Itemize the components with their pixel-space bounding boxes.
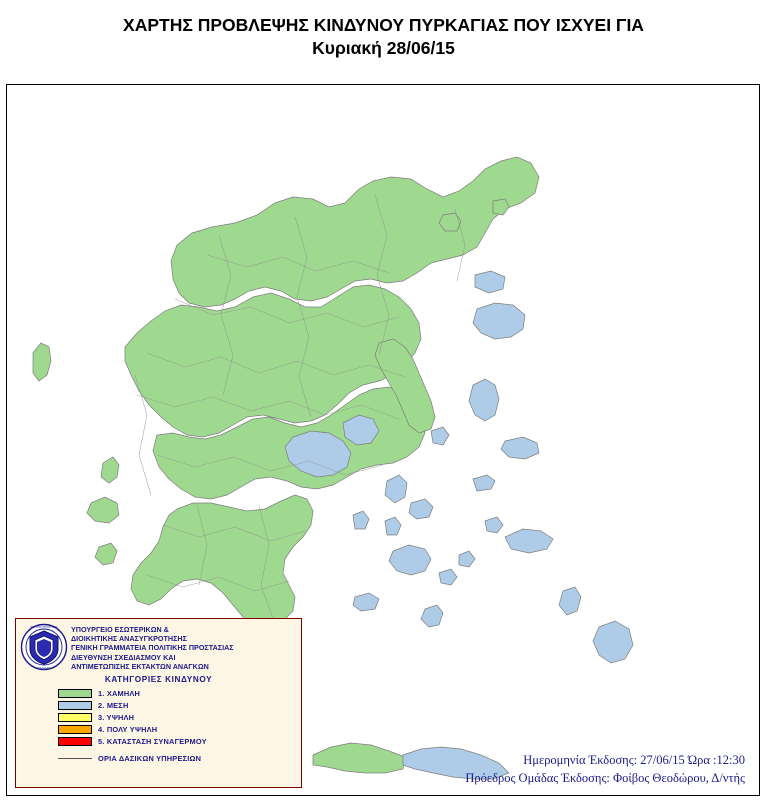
region-zakynthos[interactable] xyxy=(95,543,117,565)
region-lefkada[interactable] xyxy=(101,457,119,483)
region-ikaria[interactable] xyxy=(473,475,495,491)
org-line-2: ΔΙΟΙΚΗΤΙΚΗΣ ΑΝΑΣΥΓΚΡΟΤΗΣΗΣ xyxy=(71,634,187,644)
region-naxos-paros[interactable] xyxy=(389,545,431,575)
legend-label-low: 1. ΧΑΜΗΛΗ xyxy=(98,688,141,698)
issue-date-line: Ημερομηνία Έκδοσης: 27/06/15 Ώρα :12:30 xyxy=(523,753,745,767)
emblem-svg xyxy=(20,623,68,671)
region-corfu[interactable] xyxy=(33,343,51,381)
legend-row-alert xyxy=(58,735,301,747)
page-title xyxy=(0,14,767,60)
legend-header xyxy=(16,619,301,671)
title-line-1: ΧΑΡΤΗΣ ΠΡΟΒΛΕΨΗΣ ΚΙΝΔΥΝΟΥ ΠΥΡΚΑΓΙΑΣ ΠΟΥ ΙΣΧΥΕΙ ΓΙΑ xyxy=(123,15,644,35)
region-andros[interactable] xyxy=(385,475,407,503)
region-limnos[interactable] xyxy=(475,271,505,293)
svg-text:ΕΛΛΑΔΑΣ: ΕΛΛΑΔΑΣ xyxy=(38,667,50,670)
org-line-1: ΥΠΟΥΡΓΕΙΟ ΕΣΩΤΕΡΙΚΩΝ & xyxy=(71,625,169,634)
legend-row-medium xyxy=(58,699,301,711)
legend-row-low xyxy=(58,687,301,699)
region-milos[interactable] xyxy=(353,593,379,611)
civil-protection-emblem-icon xyxy=(20,623,68,671)
legend-categories-title: ΚΑΤΗΓΟΡΙΕΣ ΚΙΝΔΥΝΟΥ xyxy=(104,675,213,685)
region-tinos-mykonos[interactable] xyxy=(409,499,433,519)
legend-row-high xyxy=(58,711,301,723)
legend-row-very-high xyxy=(58,723,301,735)
org-line-3: ΓΕΝΙΚΗ ΓΡΑΜΜΑΤΕΙΑ ΠΟΛΙΤΙΚΗΣ ΠΡΟΣΤΑΣΙΑΣ xyxy=(71,643,234,653)
svg-text:ΠΟΛΙΤΙΚΗ ΠΡΟΣΤΑΣΙΑ: ΠΟΛΙΤΙΚΗ ΠΡΟΣΤΑΣΙΑ xyxy=(30,626,58,630)
organization-lines xyxy=(71,623,234,671)
chair-line: Πρόεδρος Ομάδας Έκδοσης: Φοίβος Θεοδώρου, Δ/ντής xyxy=(465,771,745,785)
region-astypalaia[interactable] xyxy=(459,551,475,567)
region-karpathos[interactable] xyxy=(559,587,581,615)
region-amorgos[interactable] xyxy=(439,569,457,585)
region-ios-santorini[interactable] xyxy=(421,605,443,627)
swatch-medium-risk xyxy=(58,701,92,710)
legend-category-list xyxy=(58,687,301,747)
title-line-2: Κυριακή 28/06/15 xyxy=(312,38,455,58)
swatch-low-risk xyxy=(58,689,92,698)
boundary-line-sample xyxy=(58,758,92,759)
swatch-alert-risk xyxy=(58,737,92,746)
region-kea-kythnos[interactable] xyxy=(353,511,369,529)
swatch-high-risk xyxy=(58,713,92,722)
legend-label-high: 3. ΥΨΗΛΗ xyxy=(98,712,135,722)
org-line-4: ΔΙΕΥΘΥΝΣΗ ΣΧΕΔΙΑΣΜΟΥ ΚΑΙ xyxy=(71,652,176,662)
region-samos[interactable] xyxy=(501,437,539,459)
region-kefalonia[interactable] xyxy=(87,497,119,523)
legend-row-boundary xyxy=(58,754,301,763)
region-kos[interactable] xyxy=(505,529,553,553)
region-peloponnese[interactable] xyxy=(131,495,313,627)
legend-label-medium: 2. ΜΕΣΗ xyxy=(98,700,129,710)
issue-credits xyxy=(465,751,745,787)
legend-label-very-high: 4. ΠΟΛΥ ΥΨΗΛΗ xyxy=(98,724,158,734)
region-skyros[interactable] xyxy=(431,427,449,445)
region-crete-west[interactable] xyxy=(313,743,405,773)
region-kalymnos[interactable] xyxy=(485,517,503,533)
region-syros[interactable] xyxy=(385,517,401,535)
legend-panel xyxy=(15,618,302,788)
legend-label-boundary: ΟΡΙΑ ΔΑΣΙΚΩΝ ΥΠΗΡΕΣΙΩΝ xyxy=(98,754,202,764)
legend-label-alert: 5. ΚΑΤΑΣΤΑΣΗ ΣΥΝΑΓΕΡΜΟΥ xyxy=(98,736,207,746)
region-rhodes[interactable] xyxy=(593,621,633,663)
org-line-5: ΑΝΤΙΜΕΤΩΠΙΣΗΣ ΕΚΤΑΚΤΩΝ ΑΝΑΓΚΩΝ xyxy=(71,661,209,671)
map-canvas[interactable] xyxy=(6,84,760,796)
region-lesvos[interactable] xyxy=(473,303,525,339)
region-chios[interactable] xyxy=(469,379,499,421)
swatch-very-high-risk xyxy=(58,725,92,734)
